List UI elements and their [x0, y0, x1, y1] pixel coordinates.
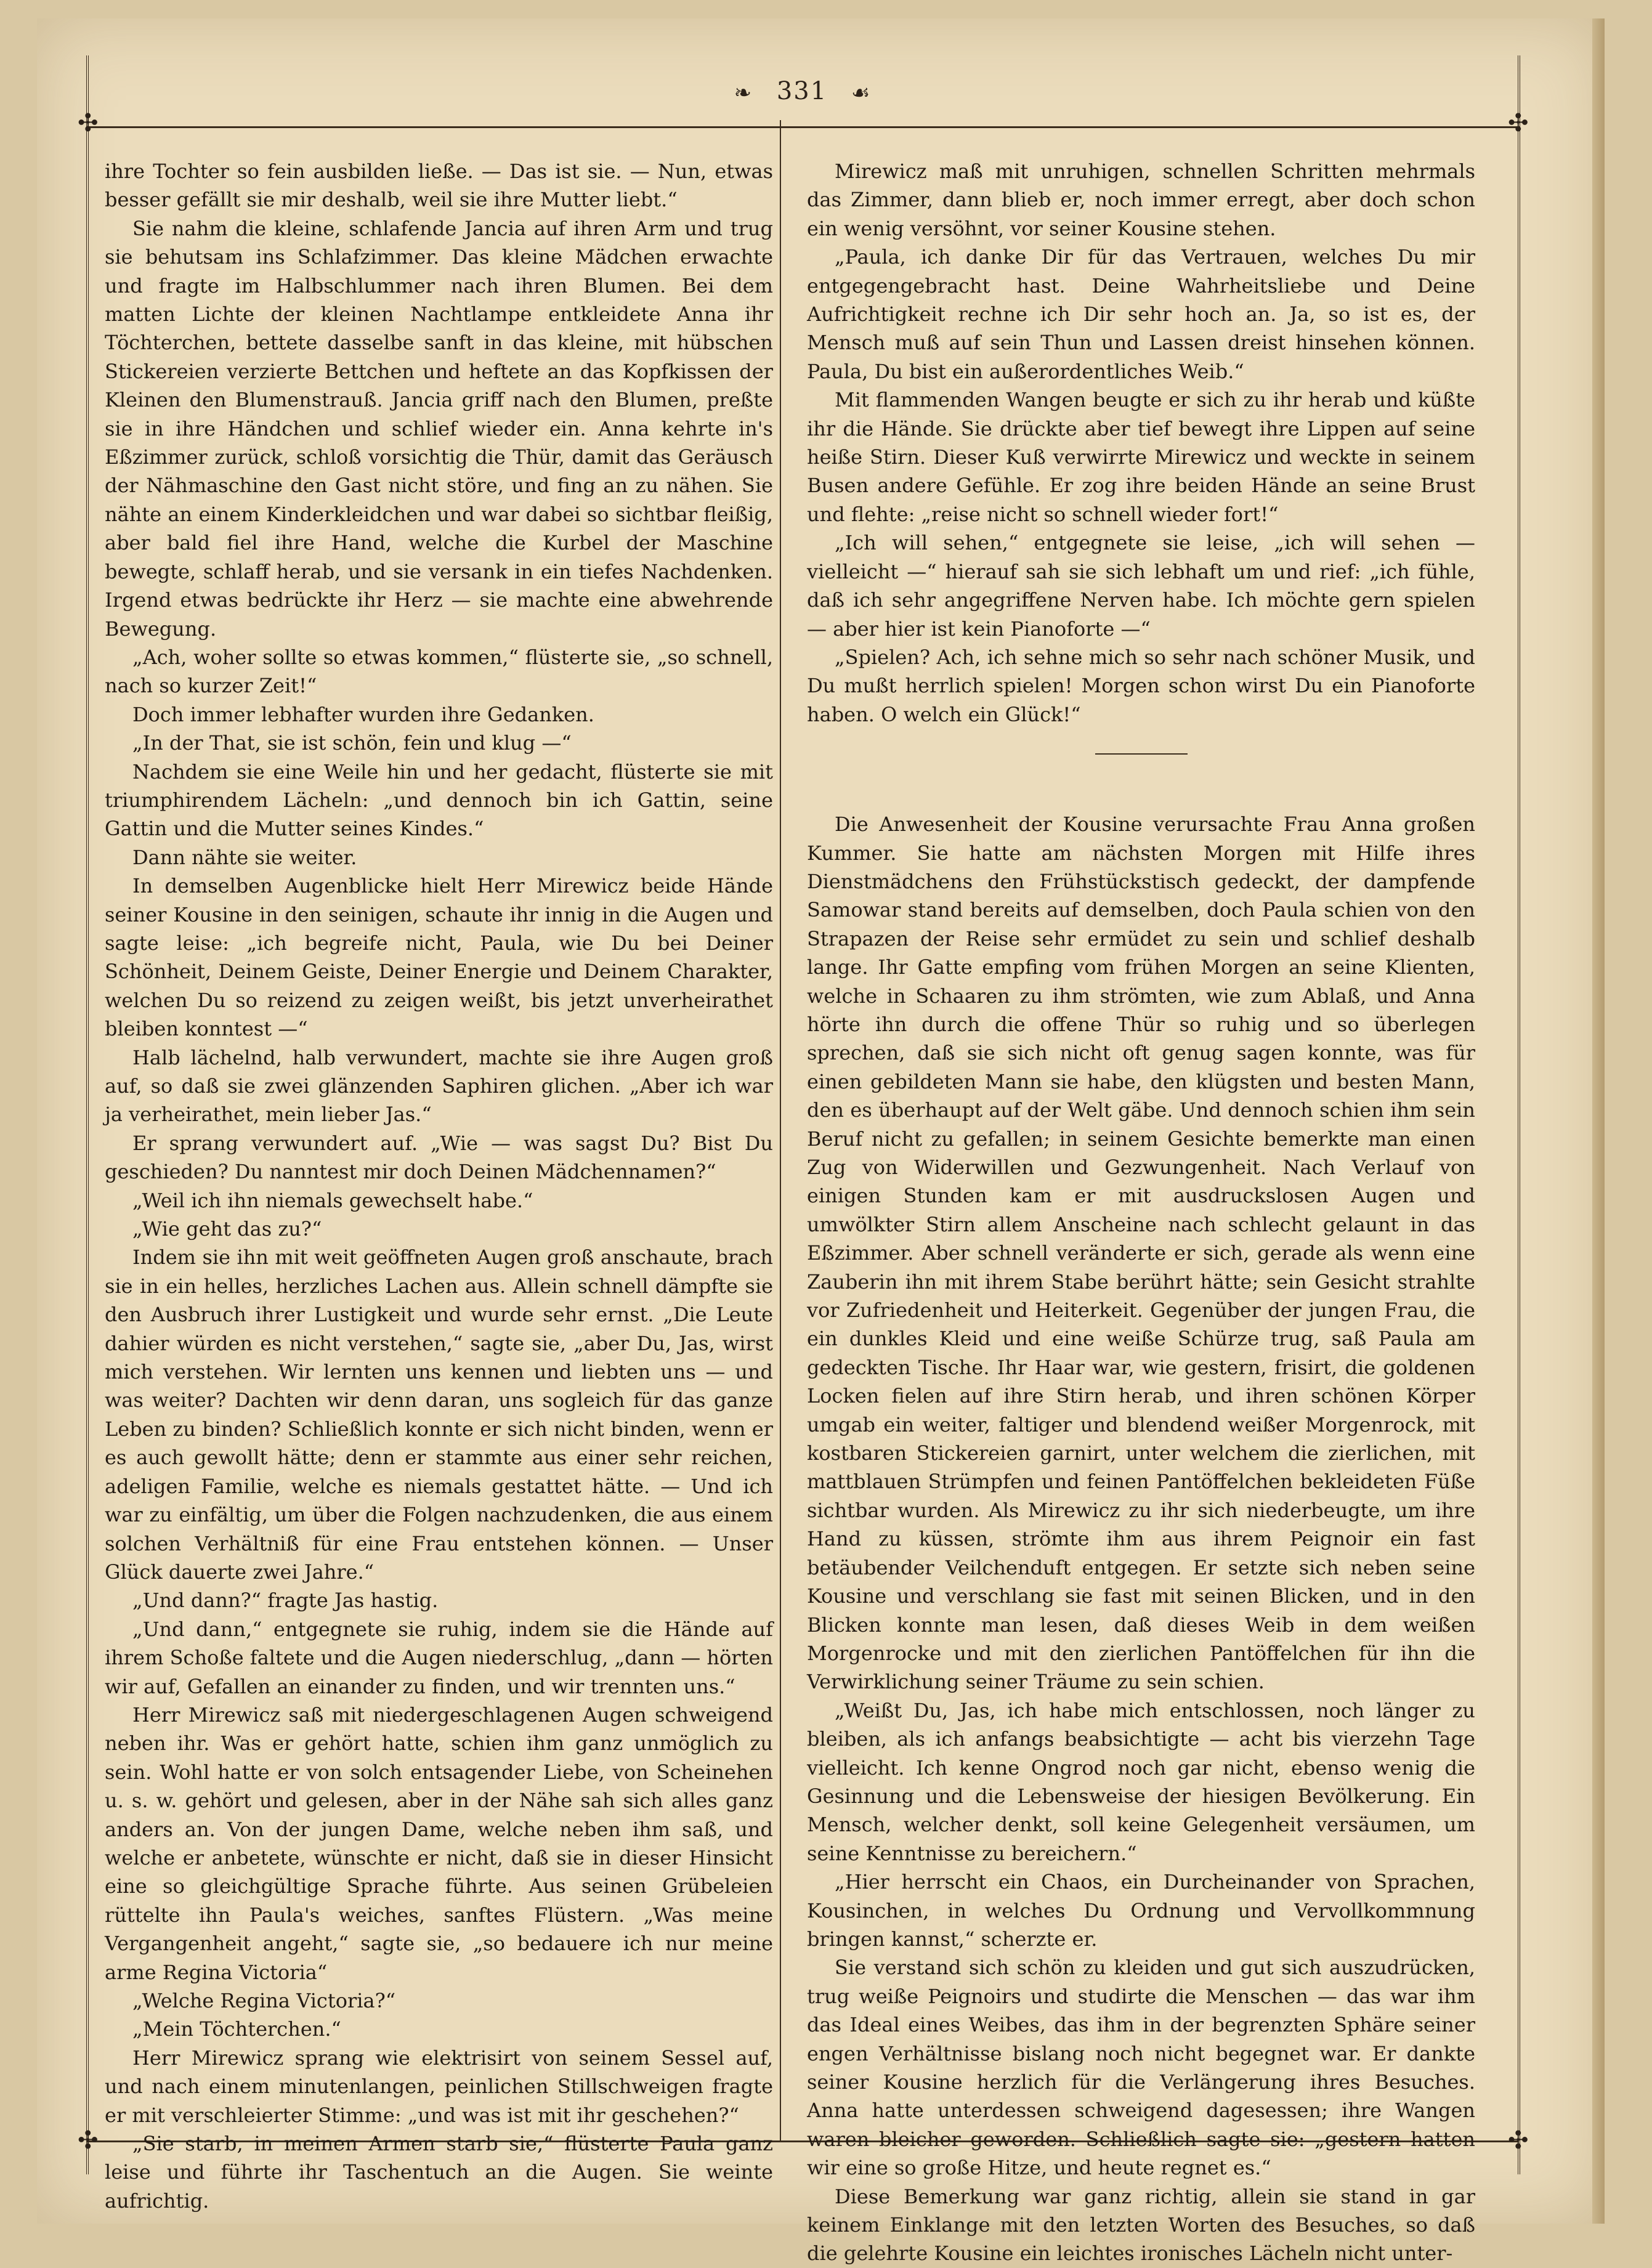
paragraph: „Weil ich ihn niemals gewechselt habe.“	[132, 1188, 533, 1212]
paragraph: Halb lächelnd, halb verwundert, machte sie ihre Augen groß auf, so daß sie zwei glänzenden Saphiren glichen. „Aber ich war ja verheirathet, mein lieber Jas.“	[105, 1045, 773, 1127]
page-header	[86, 77, 1519, 105]
paragraph: Herr Mirewicz saß mit niedergeschlagenen Augen schweigend neben ihr. Was er gehört hatte, schien ihm ganz unmöglich zu sein. Wohl hatte er von solch entsagender Liebe, von Scheinehen u. s. w. gehört und gelesen, aber in der Nähe sah sich alles ganz anders an. Von der jungen Dame, welche neben ihm saß, und welche er anbetete, wünschte er nicht, daß sie in dieser Hinsicht eine so gleichgültige Sprache führte. Aus seinen Grübeleien rüttelte ihn Paula's weiches, sanftes Flüstern. „Was meine Vergangenheit angeht,“ sagte sie, „so bedauere ich nur meine arme Regina Victoria“	[105, 1703, 773, 1984]
paragraph: In demselben Augenblicke hielt Herr Mirewicz beide Hände seiner Kousine in den seinigen, schaute ihr innig in die Augen und sagte leise: „ich begreife nicht, Paula, wie Du bei Deiner Schönheit, Deinem Geiste, Deiner Energie und Deinem Charakter, welchen Du so reizend zu zeigen weißt, bis jetzt unverheirathet bleiben konntest —“	[105, 874, 773, 1041]
corner-ornament-icon: ✣	[78, 2126, 99, 2155]
paragraph: „Hier herrscht ein Chaos, ein Durcheinander von Sprachen, Kousinchen, in welches Du Ordnung und Vervollkommnung bringen kannst,“ scherzte er.	[807, 1870, 1475, 1951]
paragraph: Die Anwesenheit der Kousine verursachte Frau Anna großen Kummer. Sie hatte am nächsten Morgen mit Hilfe ihres Dienstmädchens den Frühstückstisch gedeckt, der dampfende Samowar stand bereits auf demselben, doch Paula schien von den Strapazen der Reise sehr ermüdet zu sein und schlief deshalb lange. Ihr Gatte empfing vom frühen Morgen an seine Klienten, welche in Schaaren zu ihm strömten, wie zum Ablaß, und Anna hörte ihn durch die offene Thür so ruhig und so überlegen sprechen, daß sie sich nicht oft genug sagen konnte, was für einen gebildeten Mann sie habe, den klügsten und besten Mann, den es überhaupt auf der Welt gäbe. Und dennoch schien ihm sein Beruf nicht zu gefallen; in seinem Gesichte bemerkte man einen Zug von Widerwillen und Gezwungenheit. Nach Verlauf von einigen Stunden kam er mit ausdruckslosen Augen und umwölkter Stirn allem Anscheine nach schlecht gelaunt in das Eßzimmer. Aber schnell veränderte er sich, gerade als wenn eine Zauberin ihn mit ihrem Stabe berührt hätte; sein Gesicht strahlte vor Zufriedenheit und Heiterkeit. Gegenüber der jungen Frau, die ein dunkles Kleid und eine weiße Schürze trug, saß Paula am gedeckten Tische. Ihr Haar war, wie gestern, frisirt, die goldenen Locken fielen auf ihre Stirn herab, und ihren schönen Körper umgab ein weiter, faltiger und blendend weißer Morgenrock, mit kostbaren Stickereien garnirt, unter welchem die zierlichen, mit mattblauen Strümpfen und feinen Pantöffelchen bekleideten Füße sichtbar wurden. Als Mirewicz zu ihr sich niederbeugte, um ihre Hand zu küssen, strömte ihm aus ihrem Peignoir ein fast betäubender Veilchenduft entgegen. Er setzte sich neben seine Kousine und verschlang sie fast mit seinen Blicken, und in den Blicken konnte man lesen, daß dieses Weib in dem weißen Morgenrocke und mit den zierlichen Pantöffelchen für ihn die Verwirklichung seiner Träume zu sein schien.	[807, 812, 1475, 1694]
paragraph: „Mein Töchterchen.“	[132, 2017, 341, 2041]
paragraph: „Ich will sehen,“ entgegnete sie leise, „ich will sehen — vielleicht —“ hierauf sah sie sich lebhaft um und rief: „ich fühle, daß ich sehr angegriffene Nerven habe. Ich möchte gern spielen — aber hier ist kein Pianoforte —“	[807, 531, 1475, 641]
paragraph: „Weißt Du, Jas, ich habe mich entschlossen, noch länger zu bleiben, als ich anfangs beabsichtigte — acht bis vierzehn Tage vielleicht. Ich kenne Ongrod noch gar nicht, ebenso wenig die Gesinnung und die Lebensweise der hiesigen Bevölkerung. Ein Mensch, welcher denkt, soll keine Gelegenheit versäumen, um seine Kenntnisse zu bereichern.“	[807, 1698, 1475, 1865]
paragraph: „Ach, woher sollte so etwas kommen,“ flüsterte sie, „so schnell, nach so kurzer Zeit!“	[105, 645, 773, 698]
paragraph: „Welche Regina Victoria?“	[132, 1989, 396, 2012]
corner-ornament-icon: ✣	[1508, 109, 1529, 137]
paragraph: Nachdem sie eine Weile hin und her gedacht, flüsterte sie mit triumphirendem Lächeln: „und dennoch bin ich Gattin, seine Gattin und die Mutter seines Kindes.“	[105, 759, 773, 841]
paragraph: Sie verstand sich schön zu kleiden und gut sich auszudrücken, trug weiße Peignoirs und studirte die Menschen — das war ihm das Ideal eines Weibes, das ihm in der begrenzten Sphäre seiner engen Verhältnisse bislang noch nicht begegnet war. Er dankte seiner Kousine herzlich für die Verlängerung ihres Besuches. Anna hatte unterdessen schweigend dagesessen; ihre Wangen waren bleicher geworden. Schließlich sagte sie: „gestern hatten wir eine so große Hitze, und heute regnet es.“	[807, 1956, 1475, 2180]
corner-ornament-icon: ✣	[1508, 2126, 1529, 2155]
corner-ornament-icon: ✣	[78, 109, 99, 137]
book-binding-edge	[1592, 18, 1605, 2224]
paragraph: „In der That, sie ist schön, fein und klug —“	[132, 731, 572, 755]
header-rule	[86, 126, 1519, 128]
left-column	[105, 157, 773, 2213]
paragraph: Herr Mirewicz sprang wie elektrisirt von seinem Sessel auf, und nach einem minutenlangen, peinlichen Stillschweigen fragte er mit verschleierter Stimme: „und was ist mit ihr geschehen?“	[105, 2046, 773, 2127]
section-separator	[1095, 753, 1188, 755]
paragraph: Doch immer lebhafter wurden ihre Gedanken.	[132, 702, 594, 726]
page	[37, 18, 1605, 2266]
paragraph: Sie nahm die kleine, schlafende Jancia auf ihren Arm und trug sie behutsam ins Schlafzimmer. Das kleine Mädchen erwachte und fragte im Halbschlummer nach ihren Blumen. Bei dem matten Lichte der kleinen Nachtlampe entkleidete Anna ihr Töchterchen, bettete dasselbe sanft in das kleine, mit hübschen Stickereien verzierte Bettchen und heftete an das Kopfkissen der Kleinen den Blumenstrauß. Jancia griff nach den Blumen, preßte sie in ihre Händchen und schlief wieder ein. Anna kehrte in's Eßzimmer zurück, schloß vorsichtig die Thür, damit das Geräusch der Nähmaschine den Gast nicht störe, und fing an zu nähen. Sie nähte an einem Kinderkleidchen und war dabei so sichtbar fleißig, aber bald fiel ihre Hand, welche die Kurbel der Maschine bewegte, schlaff herab, und sie versank in ein tiefes Nachdenken. Irgend etwas bedrückte ihr Herz — sie machte eine abwehrende Bewegung.	[105, 216, 773, 641]
paragraph: Dann nähte sie weiter.	[132, 845, 357, 869]
paragraph: „Sie starb, in meinen Armen starb sie,“ flüsterte Paula ganz leise und führte ihr Taschentuch an die Augen. Sie weinte aufrichtig.	[105, 2132, 773, 2213]
header-ornament-right-icon: ☙	[851, 81, 872, 105]
paragraph: Diese Bemerkung war ganz richtig, allein sie stand in gar keinem Einklange mit den letzten Worten des Besuches, so daß die gelehrte Kousine ein leichtes ironisches Lächeln nicht unter-	[807, 2184, 1475, 2266]
paragraph: „Paula, ich danke Dir für das Vertrauen, welches Du mir entgegengebracht hast. Deine Wahrheitsliebe und Deine Aufrichtigkeit rechne ich Dir sehr hoch an. Ja, so ist es, der Mensch muß auf sein Thun und Lassen dreist hinsehen können. Paula, Du bist ein außerordentliches Weib.“	[807, 245, 1475, 383]
paragraph: ihre Tochter so fein ausbilden ließe. — Das ist sie. — Nun, etwas besser gefällt sie mir deshalb, weil sie ihre Mutter liebt.“	[105, 160, 773, 212]
paragraph: „Spielen? Ach, ich sehne mich so sehr nach schöner Musik, und Du mußt herrlich spielen! Morgen schon wirst Du ein Pianoforte haben. O welch ein Glück!“	[807, 645, 1475, 726]
paragraph: Mit flammenden Wangen beugte er sich zu ihr herab und küßte ihr die Hände. Sie drückte aber tief bewegt ihre Lippen auf seine heiße Stirn. Dieser Kuß verwirrte Mirewicz und weckte in seinem Busen andere Gefühle. Er zog ihre beiden Hände an seine Brust und flehte: „reise nicht so schnell wieder fort!“	[807, 388, 1475, 526]
paragraph: „Und dann?“ fragte Jas hastig.	[132, 1589, 439, 1613]
paragraph: „Wie geht das zu?“	[132, 1217, 322, 1241]
paragraph: „Und dann,“ entgegnete sie ruhig, indem sie die Hände auf ihrem Schoße faltete und die Augen niederschlug, „dann — hörten wir auf, Gefallen an einander zu finden, und wir trennten uns.“	[105, 1617, 773, 1698]
paragraph: Er sprang verwundert auf. „Wie — was sagst Du? Bist Du geschieden? Du nanntest mir doch Deinen Mädchennamen?“	[105, 1131, 773, 1184]
column-divider	[780, 120, 781, 2140]
paragraph: Indem sie ihn mit weit geöffneten Augen groß anschaute, brach sie in ein helles, herzliches Lachen aus. Allein schnell dämpfte sie den Ausbruch ihrer Lustigkeit und wurde sehr ernst. „Die Leute dahier würden es nicht verstehen,“ sagte sie, „aber Du, Jas, wirst mich verstehen. Wir lernten uns kennen und liebten uns — und was weiter? Dachten wir denn daran, uns sogleich für das ganze Leben zu binden? Schließlich konnte er sich nicht binden, wenn er es auch gewollt hätte; denn er stammte aus einer sehr reichen, adeligen Familie, welche es niemals gestattet hätte. — Und ich war zu einfältig, um über die Folgen nachzudenken, die aus einem solchen Verhältniß für eine Frau entstehen können. — Unser Glück dauerte zwei Jahre.“	[105, 1245, 773, 1584]
paragraph: Mirewicz maß mit unruhigen, schnellen Schritten mehrmals das Zimmer, dann blieb er, noch immer erregt, aber doch schon ein wenig versöhnt, vor seiner Kousine stehen.	[807, 160, 1475, 240]
header-ornament-left-icon: ❧	[734, 81, 753, 105]
right-column	[807, 157, 1475, 2266]
page-number: 331	[776, 77, 828, 105]
